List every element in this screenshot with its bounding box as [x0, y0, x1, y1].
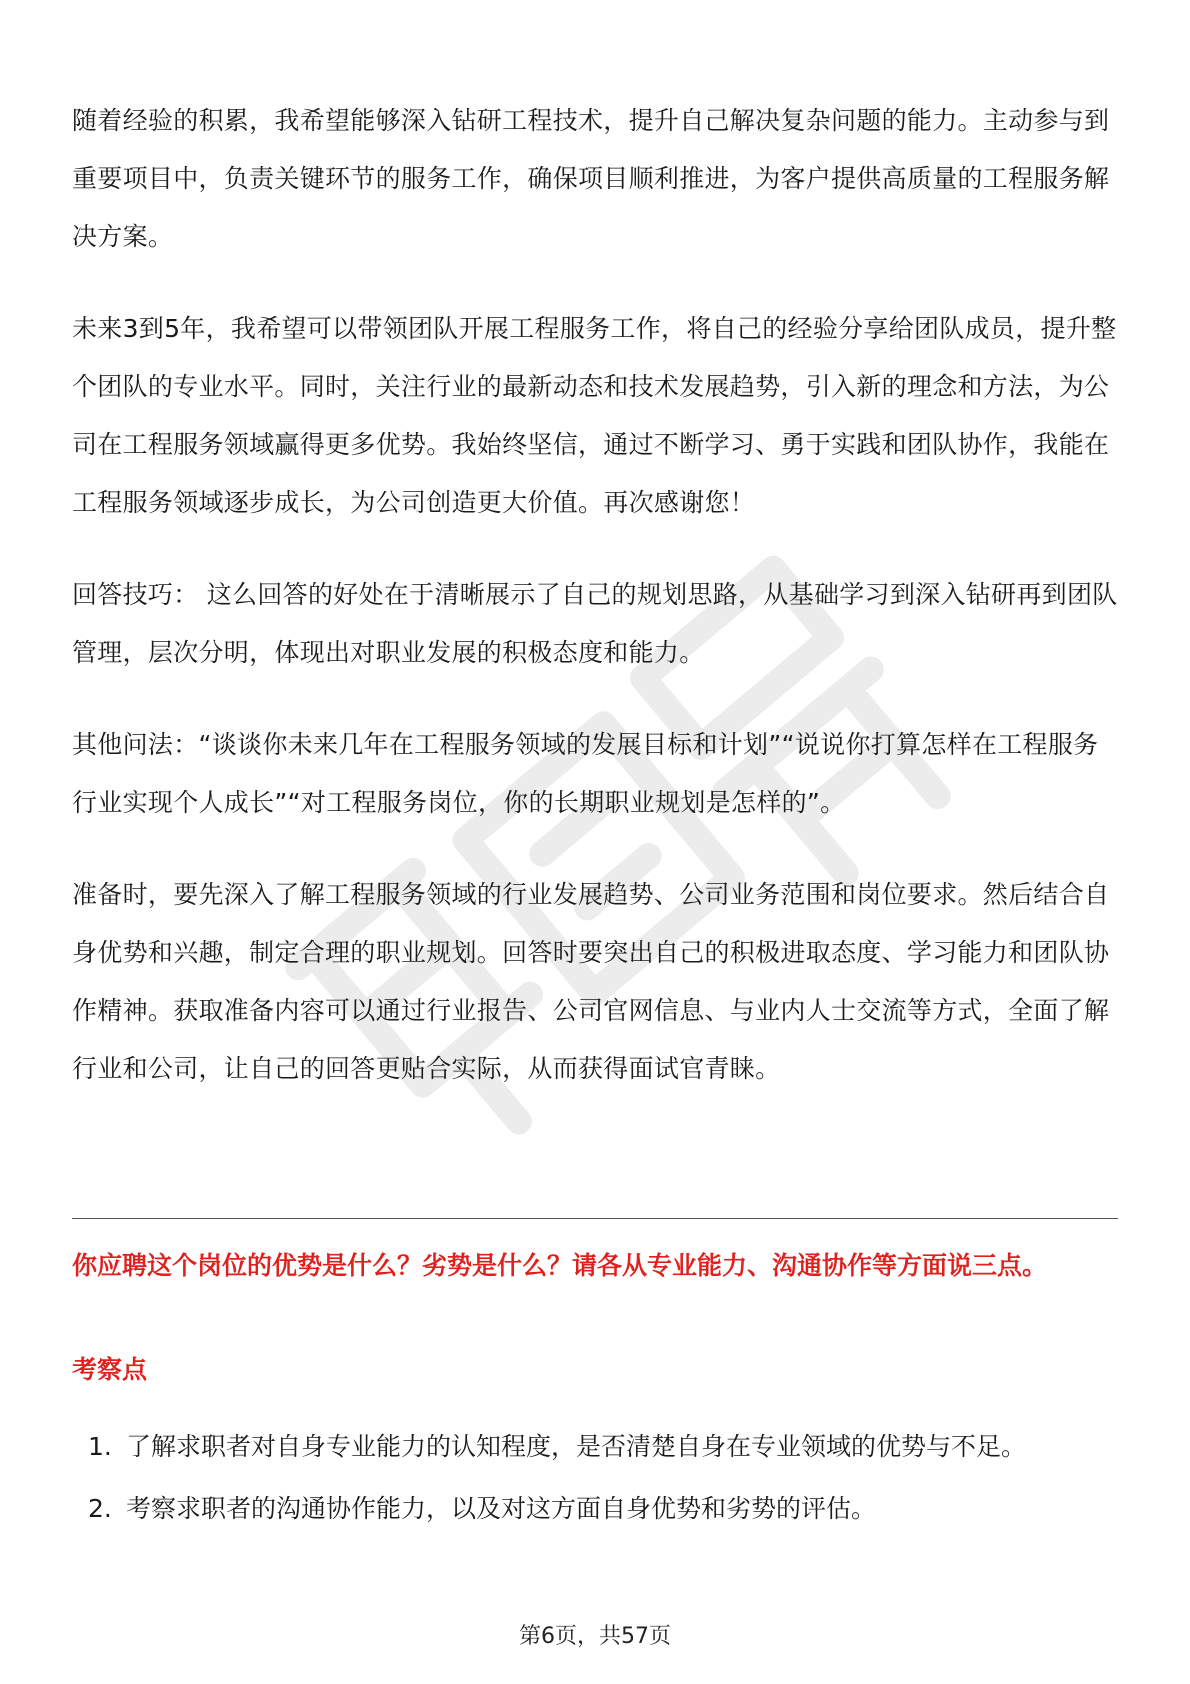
question-heading: 你应聘这个岗位的优势是什么？劣势是什么？请各从专业能力、沟通协作等方面说三点。: [72, 1251, 1048, 1280]
section-divider: [72, 1218, 1118, 1219]
list-item-number: 1.: [88, 1432, 112, 1461]
list-item: [72, 1480, 1118, 1538]
page-number-footer: 第6页，共57页: [519, 1624, 671, 1649]
body-content: [72, 92, 1118, 1098]
assessment-points-list: [72, 1418, 1118, 1542]
paragraph: 未来3到5年，我希望可以带领团队开展工程服务工作，将自己的经验分享给团队成员，提升整个团队的专业水平。同时，关注行业的最新动态和技术发展趋势，引入新的理念和方法，为公司在工程服务领域赢得更多优势。我始终坚信，通过不断学习、勇于实践和团队协作，我能在工程服务领域逐步成长，为公司创造更大价值。再次感谢您！: [72, 314, 1117, 517]
preparation-paragraph: 准备时，要先深入了解工程服务领域的行业发展趋势、公司业务范围和岗位要求。然后结合自身优势和兴趣，制定合理的职业规划。回答时要突出自己的积极进取态度、学习能力和团队协作精神。获取准备内容可以通过行业报告、公司官网信息、与业内人士交流等方式，全面了解行业和公司，让自己的回答更贴合实际，从而获得面试官青睐。: [72, 880, 1110, 1083]
list-item: [72, 1418, 1118, 1476]
paragraph: 随着经验的积累，我希望能够深入钻研工程技术，提升自己解决复杂问题的能力。主动参与到重要项目中，负责关键环节的服务工作，确保项目顺利推进，为客户提供高质量的工程服务解决方案。: [72, 106, 1110, 251]
list-item-text: 考察求职者的沟通协作能力，以及对这方面自身优势和劣势的评估。: [126, 1494, 877, 1523]
other-phrasings-paragraph: 其他问法：“谈谈你未来几年在工程服务领域的发展目标和计划”“说说你打算怎样在工程服务行业实现个人成长”“对工程服务岗位，你的长期职业规划是怎样的”。: [72, 730, 1099, 817]
assessment-points-label: 考察点: [72, 1355, 148, 1384]
list-item-text: 了解求职者对自身专业能力的认知程度，是否清楚自身在专业领域的优势与不足。: [126, 1432, 1027, 1461]
answer-tip-paragraph: 回答技巧： 这么回答的好处在于清晰展示了自己的规划思路，从基础学习到深入钻研再到团队管理，层次分明，体现出对职业发展的积极态度和能力。: [72, 580, 1118, 667]
list-item-number: 2.: [88, 1494, 112, 1523]
